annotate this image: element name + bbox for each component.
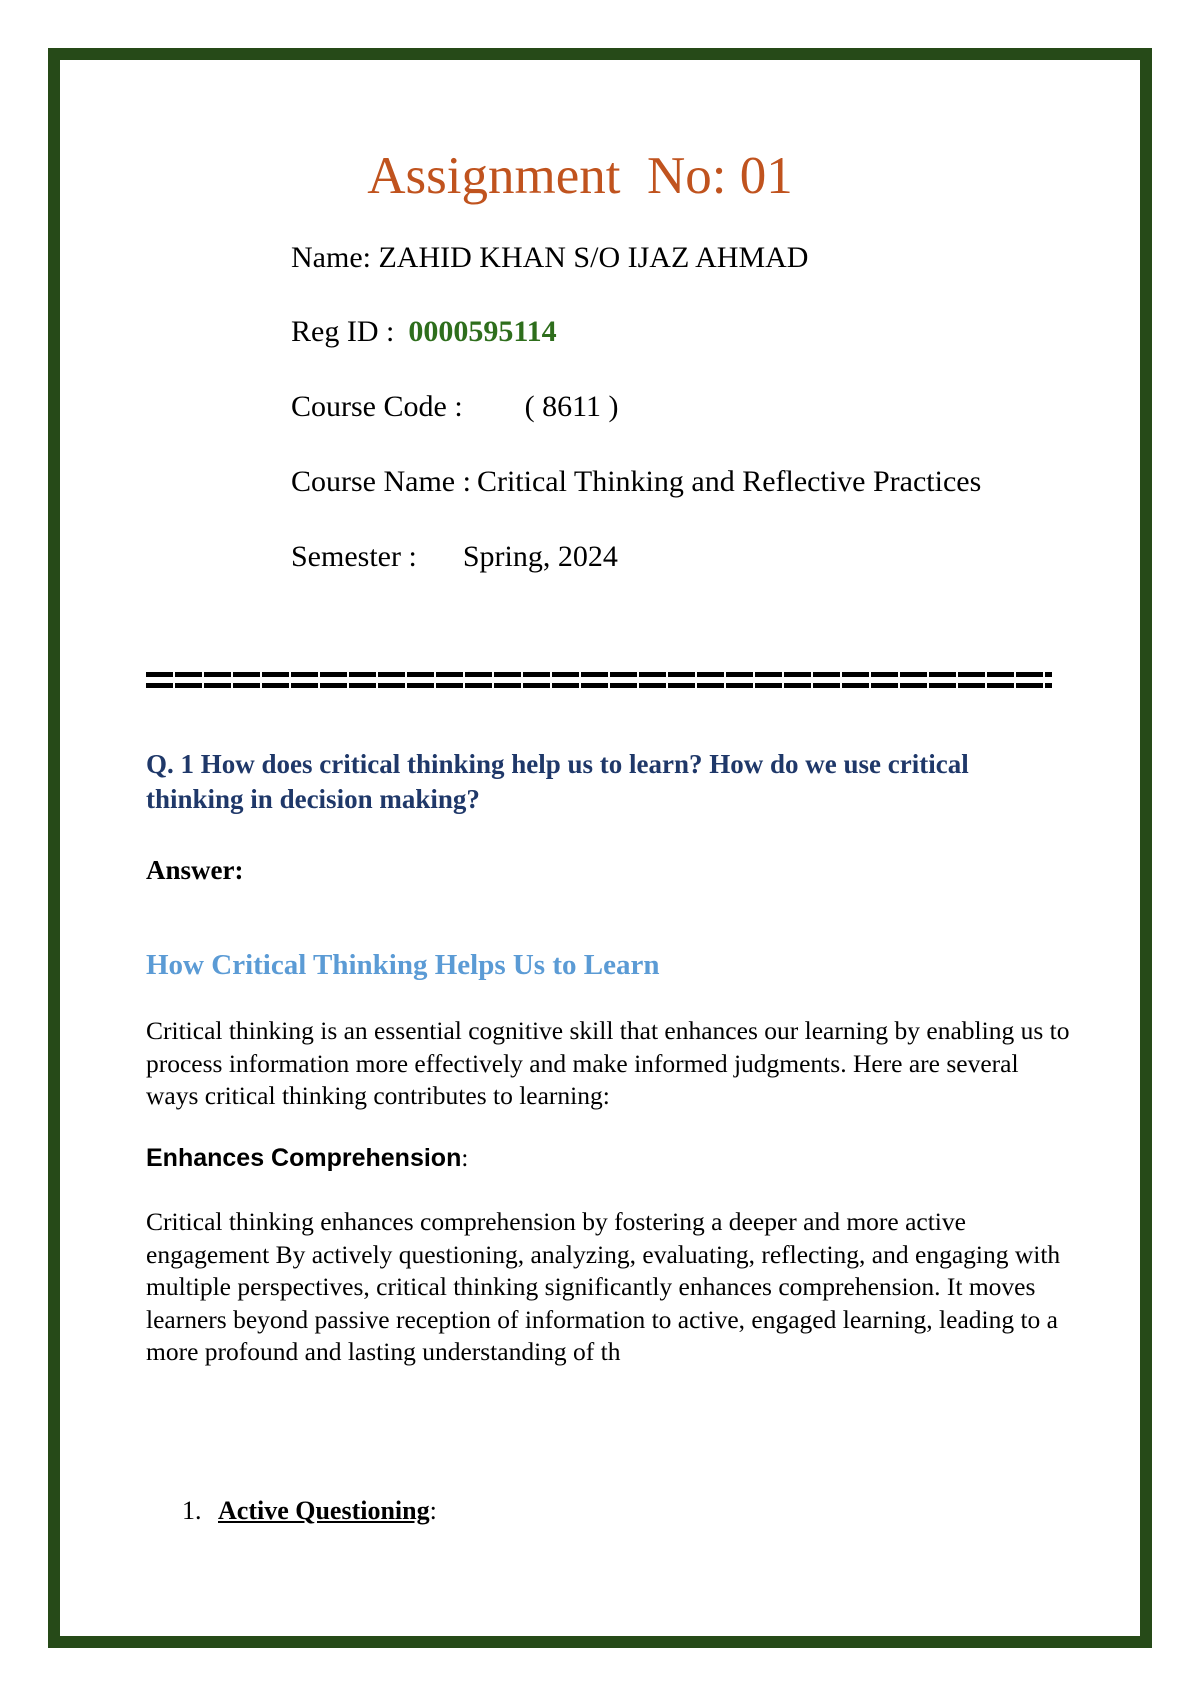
reg-id-value: 0000595114 xyxy=(408,315,557,348)
section-heading: How Critical Thinking Helps Us to Learn xyxy=(146,949,660,981)
list-item-label: Active Questioning xyxy=(218,1496,430,1525)
reg-id-line xyxy=(291,317,557,347)
question-text: Q. 1 How does critical thinking help us to learn? How do we use critical thinking in decision making? xyxy=(146,749,969,814)
course-name-value: Critical Thinking and Reflective Practices xyxy=(476,465,982,498)
course-code-value: ( 8611 ) xyxy=(524,390,619,423)
list-item-suffix: : xyxy=(429,1496,437,1525)
semester-value: Spring, 2024 xyxy=(462,540,618,573)
semester-label: Semester : xyxy=(291,540,417,573)
course-name-label: Course Name : xyxy=(291,465,471,498)
sub-heading-colon: : xyxy=(461,1145,469,1172)
course-code-label: Course Code : xyxy=(291,390,463,423)
semester-line xyxy=(291,542,618,572)
body-paragraph: Critical thinking enhances comprehension by fostering a deeper and more active engagement By actively questioning, analyzing, evaluating, reflecting, and engaging with multiple perspectives, critical thinking significantly enhances comprehension. It moves learners beyond passive reception of information to active, engaged learning, leading to a more profound and lasting understanding of th xyxy=(146,1207,1061,1366)
reg-id-label: Reg ID : xyxy=(291,315,395,348)
double-rule-divider xyxy=(146,670,1052,692)
assignment-title: Assignment No: 01 xyxy=(367,147,793,205)
page-border xyxy=(48,48,1152,1648)
student-name-line xyxy=(291,243,808,273)
sub-heading: Enhances Comprehension xyxy=(146,1144,462,1172)
divider-bottom-bar xyxy=(146,683,1052,688)
course-code-line xyxy=(291,392,619,422)
sub-heading-line xyxy=(146,1145,468,1173)
divider-top-bar xyxy=(146,672,1052,677)
answer-label: Answer: xyxy=(146,855,244,885)
student-name: Name: ZAHID KHAN S/O IJAZ AHMAD xyxy=(291,241,809,274)
intro-paragraph: Critical thinking is an essential cognitive skill that enhances our learning by enabling us to process information more effectively and make informed judgments. Here are several ways critical thinking contributes to learning: xyxy=(146,1016,1070,1110)
list-item xyxy=(182,1497,437,1526)
course-name-line xyxy=(291,467,981,497)
list-item-number: 1. xyxy=(182,1496,202,1525)
